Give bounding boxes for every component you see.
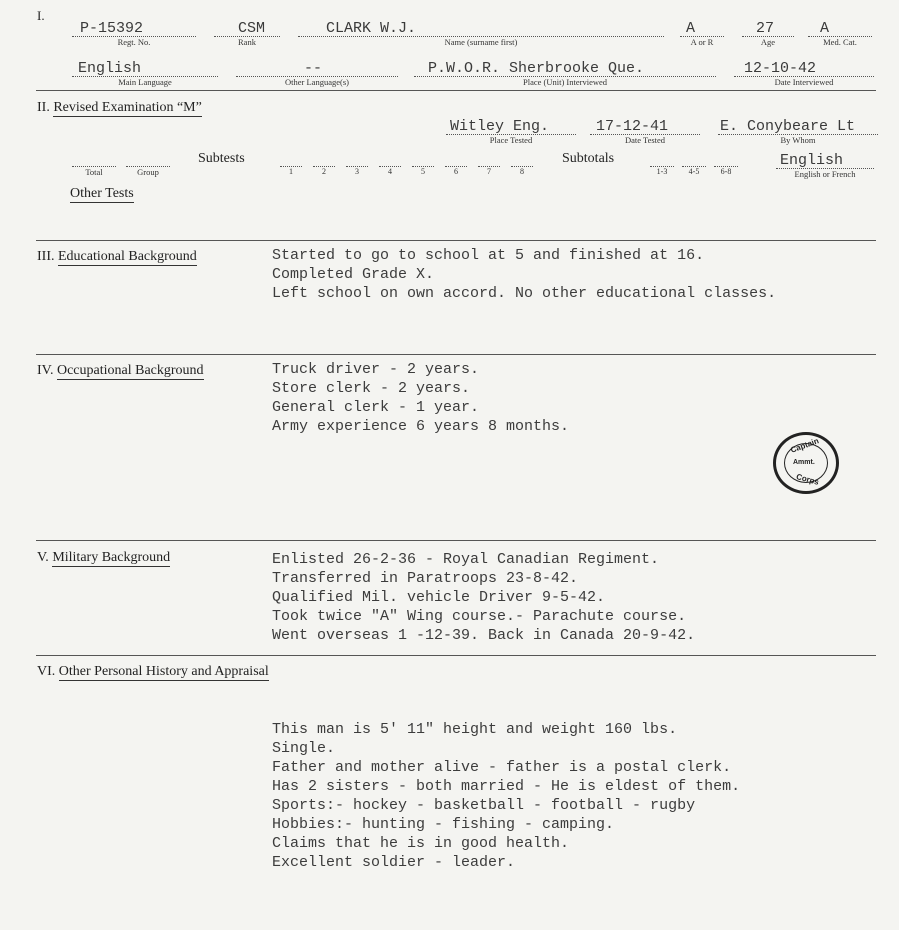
regt-no-label: Regt. No. (117, 37, 151, 47)
group-field (126, 158, 170, 167)
section-4-header (37, 363, 204, 379)
subtest-field (313, 158, 335, 167)
other-language-label: Other Language(s) (285, 77, 349, 87)
section-6-numeral: VI. (37, 664, 56, 679)
subtotal-range: 4-5 (688, 167, 700, 176)
section-5-numeral: V. (37, 550, 49, 565)
subtest-field (280, 158, 302, 167)
subtest-number: 4 (388, 167, 392, 176)
total-field (72, 158, 116, 167)
subtest-number: 6 (454, 167, 458, 176)
text-line: Store clerk - 2 years. (272, 380, 471, 397)
subtest-number: 3 (355, 167, 359, 176)
rank-field (214, 20, 280, 37)
subtotal-field (714, 158, 738, 167)
regt-no-value: P-15392 (80, 20, 144, 37)
text-line: Enlisted 26-2-36 - Royal Canadian Regiment. (272, 551, 660, 568)
text-line: Transferred in Paratroops 23-8-42. (272, 570, 579, 587)
text-line: Sports:- hockey - basketball - football - rugby (272, 797, 696, 814)
text-line: Has 2 sisters - both married - He is eldest of them. (272, 778, 741, 795)
text-line: This man is 5' 11" height and weight 160 lbs. (272, 721, 678, 738)
occupational-background-text (272, 360, 569, 436)
name-value: CLARK W.J. (326, 20, 417, 37)
a-or-r-field (680, 20, 724, 37)
date-interviewed-field (734, 60, 874, 77)
subtest-field (412, 158, 434, 167)
by-whom-value: E. Conybeare Lt (720, 118, 856, 135)
stamp-middle-text: Ammt. (793, 459, 815, 466)
divider-2 (36, 240, 876, 241)
section-6-title: Other Personal History and Appraisal (58, 664, 269, 679)
english-or-french-label: English or French (794, 169, 856, 179)
date-tested-label: Date Tested (624, 135, 666, 145)
english-or-french-field (776, 152, 874, 169)
text-line: Qualified Mil. vehicle Driver 9-5-42. (272, 589, 606, 606)
section-2-header (37, 100, 202, 116)
subtest-number: 5 (421, 167, 425, 176)
place-interviewed-value: P.W.O.R. Sherbrooke Que. (428, 60, 645, 77)
place-tested-label: Place Tested (489, 135, 533, 145)
section-2-title: Revised Examination “M” (53, 100, 202, 115)
personal-history-text (272, 720, 740, 872)
a-or-r-label: A or R (690, 37, 714, 47)
date-interviewed-label: Date Interviewed (774, 77, 834, 87)
place-tested-value: Witley Eng. (450, 118, 550, 135)
subtotal-field (682, 158, 706, 167)
text-line: Claims that he is in good health. (272, 835, 570, 852)
text-line: General clerk - 1 year. (272, 399, 480, 416)
group-label: Group (137, 167, 159, 177)
date-tested-field (590, 118, 700, 135)
subtest-field (346, 158, 368, 167)
section-5-title: Military Background (52, 550, 171, 565)
stamp-top-text: Captain (789, 436, 820, 455)
place-interviewed-label: Place (Unit) Interviewed (522, 77, 608, 87)
age-field (742, 20, 794, 37)
section-3-title: Educational Background (58, 249, 197, 264)
divider-5 (36, 655, 876, 656)
other-language-value: -- (304, 60, 323, 77)
by-whom-field (718, 118, 878, 135)
other-tests-label (70, 186, 134, 202)
rank-value: CSM (238, 20, 266, 37)
subtotal-field (650, 158, 674, 167)
main-language-value: English (78, 60, 142, 77)
date-tested-value: 17-12-41 (596, 118, 669, 135)
divider-4 (36, 540, 876, 541)
section-1-numeral: I. (37, 8, 45, 23)
text-line: Started to go to school at 5 and finished at 16. (272, 247, 705, 264)
text-line: Hobbies:- hunting - fishing - camping. (272, 816, 615, 833)
section-3-header (37, 249, 197, 265)
text-line: Army experience 6 years 8 months. (272, 418, 570, 435)
text-line: Completed Grade X. (272, 266, 435, 283)
place-interviewed-field (414, 60, 716, 77)
a-or-r-value: A (686, 20, 696, 37)
subtest-field (511, 158, 533, 167)
name-label: Name (surname first) (444, 37, 518, 47)
subtotal-range: 6-8 (720, 167, 732, 176)
text-line: Father and mother alive - father is a postal clerk. (272, 759, 732, 776)
circular-stamp (773, 432, 839, 494)
subtest-number: 8 (520, 167, 524, 176)
med-cat-field (808, 20, 872, 37)
subtest-number: 2 (322, 167, 326, 176)
age-label: Age (760, 37, 776, 47)
rank-label: Rank (238, 37, 256, 47)
subtotal-range: 1-3 (656, 167, 668, 176)
subtest-field (478, 158, 500, 167)
name-field (298, 20, 664, 37)
text-line: Went overseas 1 -12-39. Back in Canada 20-9-42. (272, 627, 696, 644)
section-3-numeral: III. (37, 249, 55, 264)
total-label: Total (85, 167, 103, 177)
section-5-header (37, 550, 170, 566)
stamp-bottom-text: Corps (795, 472, 820, 487)
regt-no-field (72, 20, 196, 37)
section-4-title: Occupational Background (56, 363, 204, 378)
other-tests-text: Other Tests (70, 186, 134, 201)
section-6-header (37, 664, 269, 680)
text-line: Excellent soldier - leader. (272, 854, 516, 871)
by-whom-label: By Whom (780, 135, 816, 145)
text-line: Left school on own accord. No other educational classes. (272, 285, 777, 302)
other-language-field (236, 60, 398, 77)
subtest-number: 7 (487, 167, 491, 176)
english-or-french-value: English (780, 152, 844, 169)
section-2-numeral: II. (37, 100, 50, 115)
educational-background-text (272, 246, 776, 303)
age-value: 27 (756, 20, 775, 37)
date-interviewed-value: 12-10-42 (744, 60, 817, 77)
subtest-field (445, 158, 467, 167)
divider-3 (36, 354, 876, 355)
med-cat-label: Med. Cat. (823, 37, 857, 47)
subtests-label: Subtests (198, 151, 245, 166)
place-tested-field (446, 118, 576, 135)
text-line: Truck driver - 2 years. (272, 361, 480, 378)
main-language-field (72, 60, 218, 77)
text-line: Single. (272, 740, 336, 757)
divider-1 (36, 90, 876, 91)
subtests-grid (280, 158, 540, 182)
text-line: Took twice "A" Wing course.- Parachute course. (272, 608, 687, 625)
military-background-text (272, 550, 695, 645)
subtotals-grid (650, 158, 750, 182)
subtest-number: 1 (289, 167, 293, 176)
subtotals-label: Subtotals (562, 151, 615, 166)
main-language-label: Main Language (118, 77, 172, 87)
med-cat-value: A (820, 20, 830, 37)
subtest-field (379, 158, 401, 167)
section-4-numeral: IV. (37, 363, 54, 378)
